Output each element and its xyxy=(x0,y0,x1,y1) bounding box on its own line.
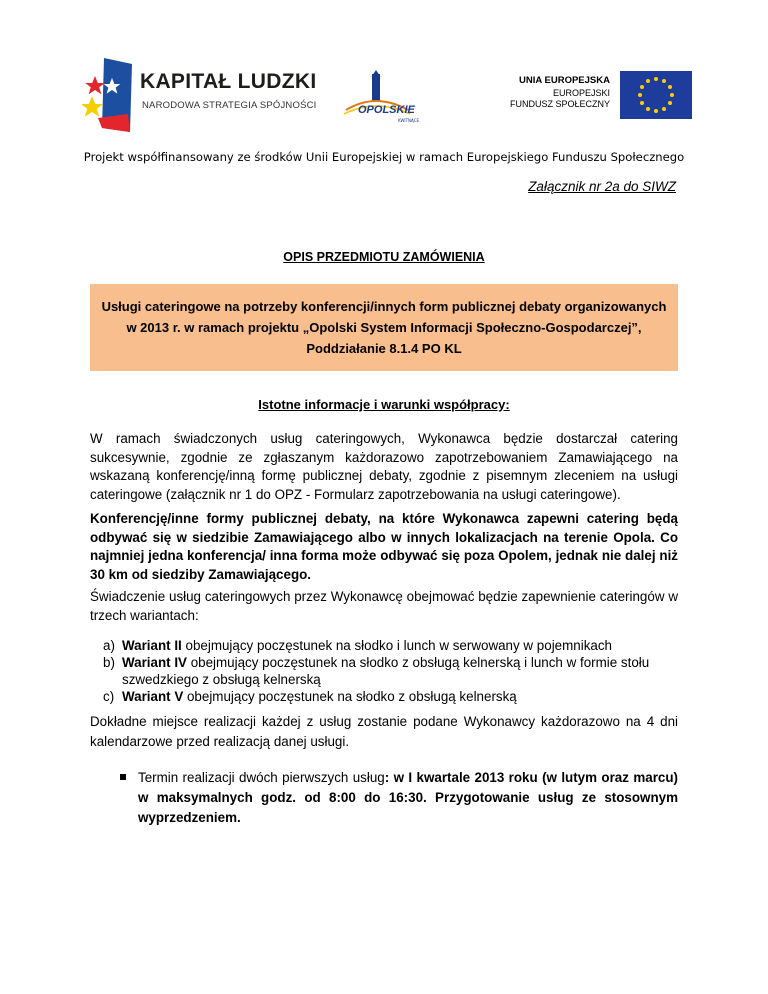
variant-text: obejmujący poczęstunek na słodko i lunch w serwowany w pojemnikach xyxy=(181,638,612,653)
kapital-ludzki-title: KAPITAŁ LUDZKI xyxy=(140,70,317,93)
list-item xyxy=(90,637,680,654)
subject-line-1: Usługi cateringowe na potrzeby konferencji/innych form publicznej debaty organizowanych xyxy=(101,299,667,314)
eu-line2: EUROPEJSKI xyxy=(552,88,610,98)
deadline-bold: : w I kwartale 2013 roku (w lutym oraz marcu) w maksymalnych godz. od 8:00 do 16:30. Przygotowanie usług ze stosownym wyprzedzeniem. xyxy=(138,770,678,825)
variant-name: Wariant IV xyxy=(122,655,187,670)
paragraph-variants-intro: Świadczenie usług cateringowych przez Wykonawcę obejmować będzie zapewnienie cateringów w trzech wariantach: xyxy=(90,589,678,623)
kapital-ludzki-emblem-icon xyxy=(82,58,142,132)
variant-name: Wariant V xyxy=(122,689,184,704)
list-item-label: c) xyxy=(103,689,115,704)
deadline-bullet xyxy=(90,768,678,828)
subject-box xyxy=(90,284,678,371)
paragraph-location-notice: Dokładne miejsce realizacji każdej z usług zostanie podane Wykonawcy każdorazowo na 4 dni kalendarzowe przed realizacją danej usługi. xyxy=(90,714,678,749)
list-item xyxy=(90,688,680,705)
project-cofinancing-line: Projekt współfinansowany ze środków Unii Europejskiej w ramach Europejskiego Funduszu Społecznego xyxy=(83,150,685,164)
eu-line1: UNIA EUROPEJSKA xyxy=(519,75,610,86)
annex-label: Załącznik nr 2a do SIWZ xyxy=(528,179,676,194)
section-heading: Istotne informacje i warunki współpracy: xyxy=(258,397,510,412)
list-item-label: b) xyxy=(103,655,115,670)
opolskie-tagline: KWITNĄCE xyxy=(398,118,420,123)
variant-text: obejmujący poczęstunek na słodko z obsługą kelnerską xyxy=(183,689,517,704)
list-item-label: a) xyxy=(103,638,115,653)
list-item xyxy=(90,654,680,688)
opolskie-tower-icon xyxy=(338,70,440,132)
subject-line-3: Poddziałanie 8.1.4 PO KL xyxy=(306,341,462,356)
variant-name: Wariant II xyxy=(122,638,182,653)
page-title: OPIS PRZEDMIOTU ZAMÓWIENIA xyxy=(283,250,485,264)
opolskie-name: OPOLSKIE xyxy=(358,104,415,116)
deadline-text xyxy=(138,768,678,828)
variant-text: obejmujący poczęstunek na słodko z obsługą kelnerską i lunch w formie stołu szwedzkiego z obsługą kelnerską xyxy=(122,655,650,687)
deadline-normal: Termin realizacji dwóch pierwszych usług xyxy=(138,770,385,785)
eu-logo xyxy=(496,65,692,123)
opolskie-logo xyxy=(338,70,440,132)
eu-line3: FUNDUSZ SPOŁECZNY xyxy=(509,99,610,109)
square-bullet-icon xyxy=(120,774,126,780)
paragraph-locations: Konferencję/inne formy publicznej debaty, na które Wykonawca zapewni catering będą odbywać się w siedzibie Zamawiającego albo w innych lokalizacjach na terenie Opola. Co najmniej jedna konferencja/ inna forma może odbywać się poza Opolem, jednak nie dalej niż 30 km od siedziby Zamawiającego. xyxy=(90,511,678,582)
variant-list xyxy=(90,637,680,705)
kapital-ludzki-logo xyxy=(82,58,317,132)
subject-line-2: w 2013 r. w ramach projektu „Opolski System Informacji Społeczno-Gospodarczej”, xyxy=(126,320,642,335)
paragraph-catering-delivery: W ramach świadczonych usług cateringowych, Wykonawca będzie dostarczał catering sukcesywnie, zgodnie ze zgłaszanym każdorazowo zapotrzebowaniem Zamawiającego na wskazaną konferencję/inną formę publicznej debaty, zgodnie z pisemnym zleceniem na usługi cateringowe (załącznik nr 1 do OPZ - Formularz zapotrzebowania na usługi cateringowe). xyxy=(90,431,678,502)
kapital-ludzki-subtitle: NARODOWA STRATEGIA SPÓJNOŚCI xyxy=(142,100,317,111)
eu-flag-icon xyxy=(620,71,692,119)
